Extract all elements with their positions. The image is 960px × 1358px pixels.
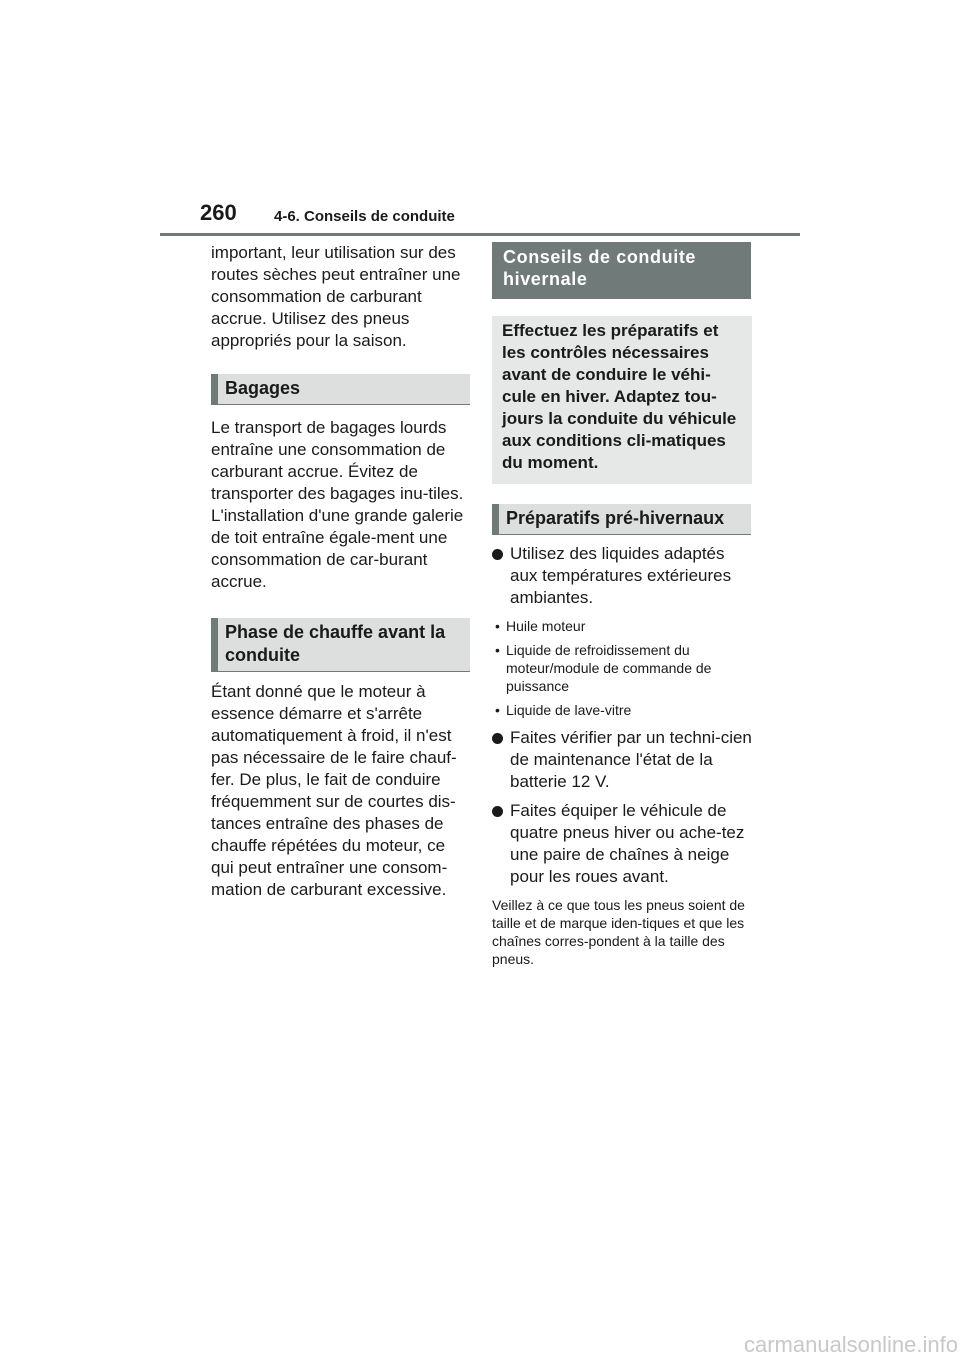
tires-note: Veillez à ce que tous les pneus soient de taille et de marque iden-tiques et que les chaînes corres-pondent à la taille des pneus. [492,897,745,967]
chauffe-heading: Phase de chauffe avant la conduite [211,618,470,672]
bagages-paragraph: Le transport de bagages lourds entraîne une consommation de carburant accrue. Évitez de transporter des bagages inu-tiles. L'installation d'une grande galerie de toit entraîne égale-ment une consommation de car-burant accrue. [211,418,464,591]
sub-item-text: Liquide de refroidissement du moteur/module de commande de puissance [506,642,712,694]
sub-bullet-icon: • [495,702,500,718]
sub-bullet-icon: • [495,642,500,658]
prep-heading: Préparatifs pré-hivernaux [492,504,751,535]
bullet-dot-icon [492,549,503,560]
sub-item [492,617,752,635]
bullet-text: Utilisez des liquides adaptés aux températures extérieures ambiantes. [510,544,732,607]
bullet-tires [492,800,752,888]
bagages-heading: Bagages [211,374,470,405]
sub-bullet-icon: • [495,618,500,634]
header-divider [160,233,800,236]
sub-item-text: Liquide de lave-vitre [506,702,632,718]
winter-intro-box: Effectuez les préparatifs et les contrôles nécessaires avant de conduire le véhi-cule en hiver. Adaptez tou-jours la conduite du véhicule aux conditions cli-matiques du moment. [492,316,752,484]
sub-item-text: Huile moteur [506,618,586,634]
bullet-dot-icon [492,806,503,817]
bullet-liquids [492,543,752,609]
winter-driving-heading: Conseils de conduite hivernale [492,242,751,299]
left-column [211,242,471,901]
bullet-battery [492,727,752,793]
sub-item [492,641,752,695]
sub-item [492,701,752,719]
right-column [492,242,752,968]
page-number: 260 [200,200,237,225]
bullet-text: Faites vérifier par un techni-cien de maintenance l'état de la batterie 12 V. [510,728,752,791]
bullet-text: Faites équiper le véhicule de quatre pneus hiver ou ache-tez une paire de chaînes à neige pour les roues avant. [510,801,745,886]
chauffe-paragraph: Étant donné que le moteur à essence démarre et s'arrête automatiquement à froid, il n'est pas nécessaire de le faire chauf-fer. De plus, le fait de conduire fréquemment sur de courtes dis-tances entraîne des phases de chauffe répétées du moteur, ce qui peut entraîner une consom-mation de carburant excessive. [211,682,457,899]
intro-paragraph: important, leur utilisation sur des routes sèches peut entraîner une consommation de carburant accrue. Utilisez des pneus appropriés pour la saison. [211,243,461,350]
bullet-dot-icon [492,733,503,744]
section-title: 4-6. Conseils de conduite [274,208,455,225]
watermark: carmanualsonline.info [743,1332,958,1357]
